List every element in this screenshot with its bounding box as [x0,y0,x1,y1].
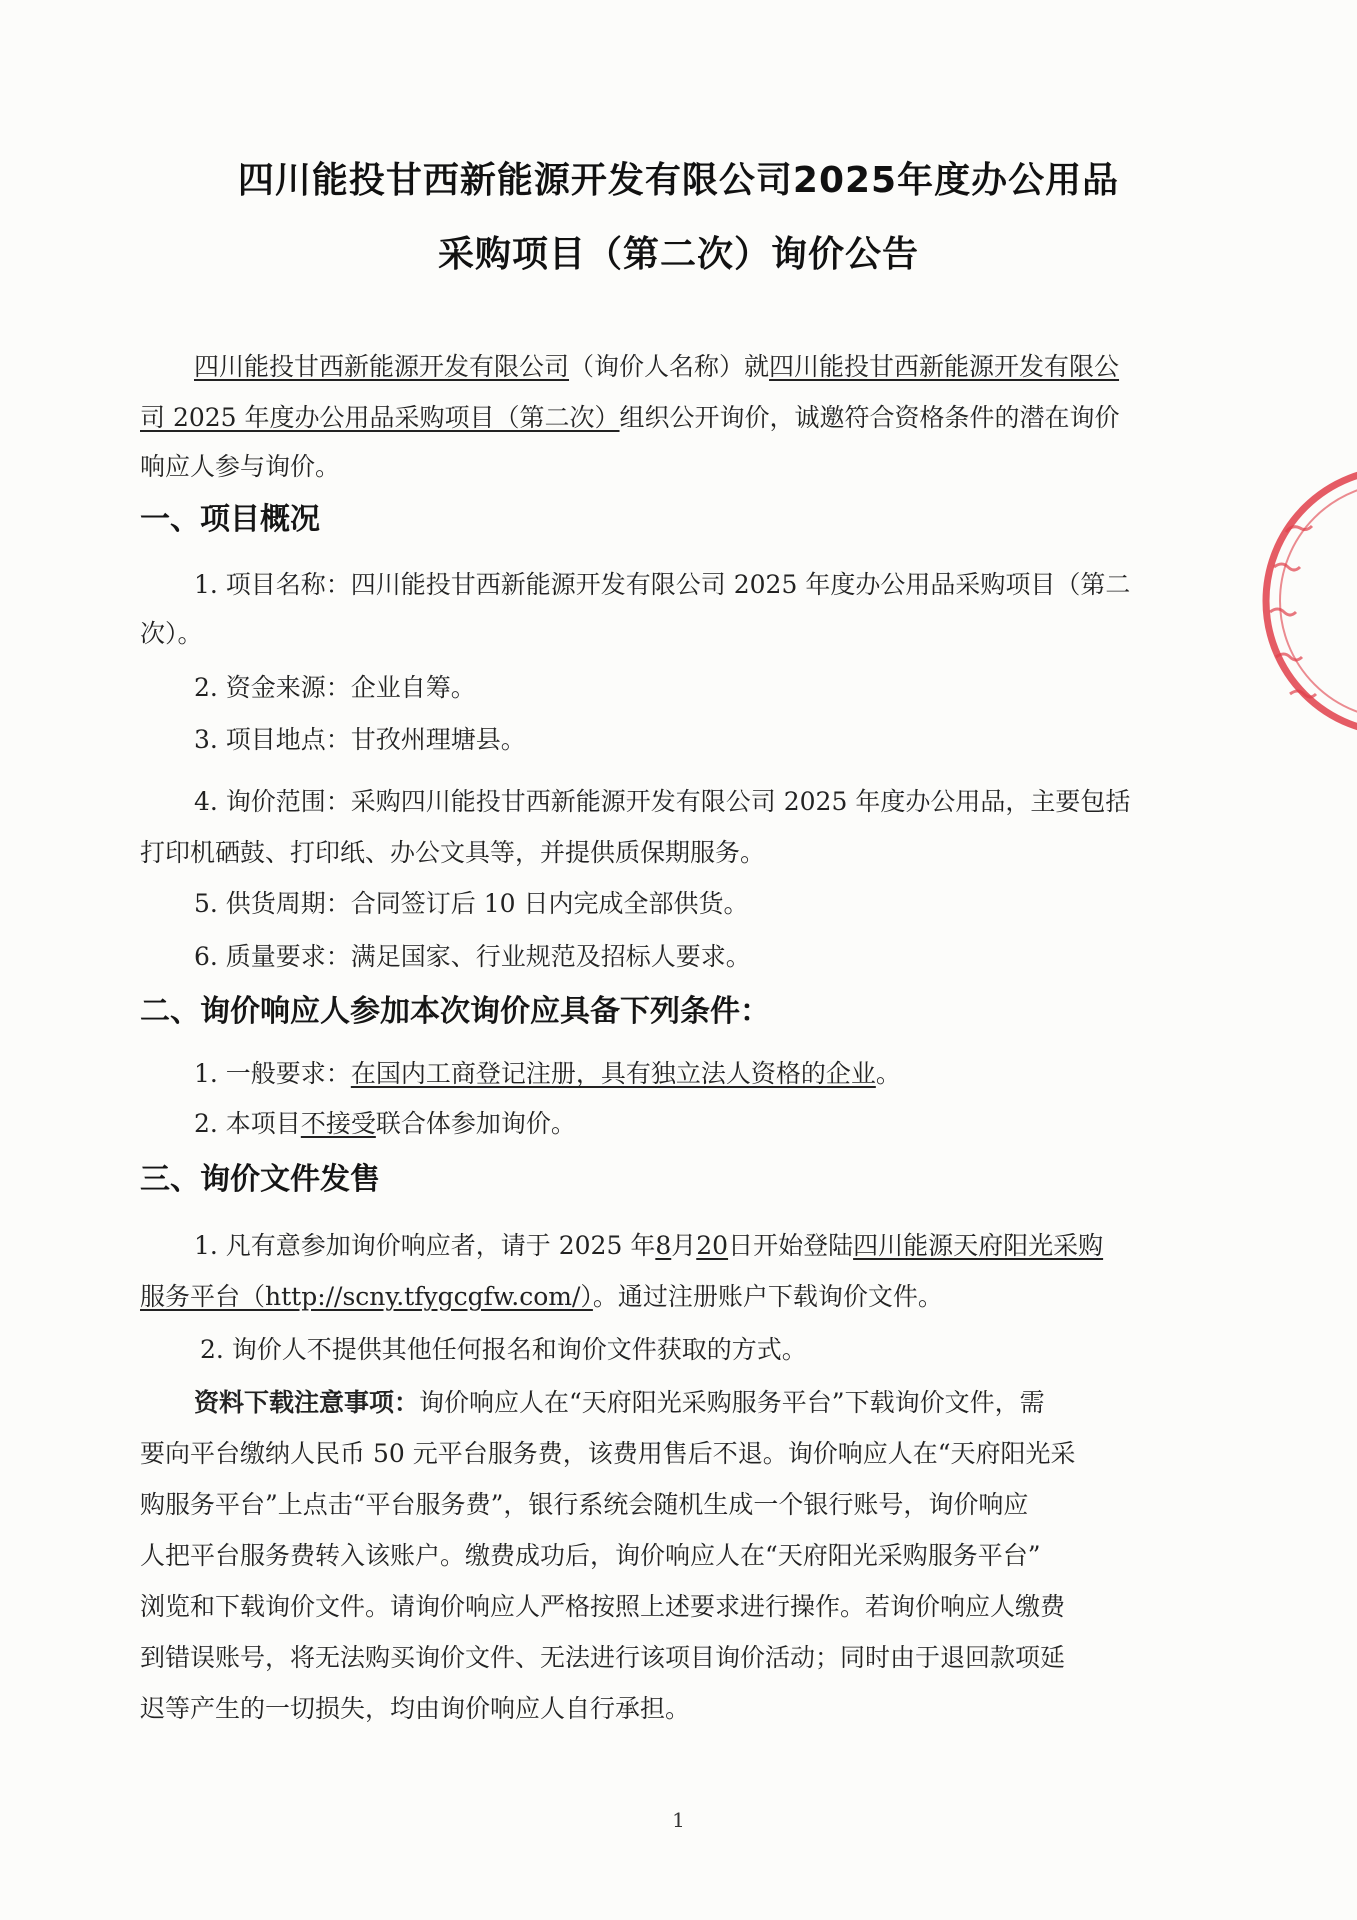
company-seal-stamp [1248,462,1357,740]
inquirer-label: （询价人名称）就 [569,352,770,381]
download-note-line-3: 购服务平台”上点击“平台服务费”，银行系统会随机生成一个银行账号，询价响应 [140,1490,1029,1519]
document-title-line-1: 四川能投甘西新能源开发有限公司2025年度办公用品 [237,160,1120,201]
item-2-suffix: 联合体参加询价。 [375,1109,576,1138]
start-month: 8 [655,1231,672,1260]
item-1-suffix: 。 [875,1059,901,1088]
download-note-line-6: 到错误账号，将无法购买询价文件、无法进行该项目询价活动；同时由于退回款项延 [140,1643,1066,1672]
intro-text: 组织公开询价，诚邀符合资格条件的潜在询价 [619,403,1120,432]
intro-line-3: 响应人参与询价。 [140,452,341,481]
platform-url-link[interactable]: 服务平台（http://scny.tfygcgfw.com/） [140,1282,593,1311]
download-note-line-7: 迟等产生的一切损失，均由询价响应人自行承担。 [140,1694,691,1723]
intro-line-1 [194,350,1274,384]
download-note-line-1 [194,1386,1274,1420]
consortium-not-accepted: 不接受 [300,1109,376,1138]
section-3-item-2: 2. 询价人不提供其他任何报名和询价文件获取的方式。 [200,1335,807,1364]
section-1-item-5: 5. 供货周期：合同签订后 10 日内完成全部供货。 [194,889,749,918]
section-1-item-1-line-2: 次）。 [140,619,203,648]
download-note-line-5: 浏览和下载询价文件。请询价响应人严格按照上述要求进行操作。若询价响应人缴费 [140,1592,1066,1621]
item-1-text-b: 月 [671,1231,697,1260]
item-1-text-c: 日开始登陆 [728,1231,854,1260]
start-day: 20 [696,1231,729,1260]
section-2-item-1 [194,1057,1274,1091]
section-1-item-4-line-2: 打印机硒鼓、打印纸、办公文具等，并提供质保期服务。 [140,838,766,867]
item-2-prefix: 2. 本项目 [194,1109,301,1138]
section-1-item-1-line-1: 1. 项目名称：四川能投甘西新能源开发有限公司 2025 年度办公用品采购项目（第二 [194,570,1131,599]
section-1-heading: 一、项目概况 [140,502,320,537]
section-2-heading: 二、询价响应人参加本次询价应具备下列条件： [140,994,770,1029]
seal-icon [1248,462,1357,740]
section-1-item-3: 3. 项目地点：甘孜州理塘县。 [194,725,526,754]
section-3-item-1-line-1 [194,1229,1274,1263]
intro-line-2 [140,401,1220,435]
section-1-item-2: 2. 资金来源：企业自筹。 [194,673,476,702]
section-3-item-1-line-2 [140,1280,1220,1314]
item-1-prefix: 1. 一般要求： [194,1059,351,1088]
general-requirement: 在国内工商登记注册，具有独立法人资格的企业 [350,1059,876,1088]
project-name-part-2: 司 2025 年度办公用品采购项目（第二次） [140,403,620,432]
section-1-item-6: 6. 质量要求：满足国家、行业规范及招标人要求。 [194,942,751,971]
section-1-item-4-line-1: 4. 询价范围：采购四川能投甘西新能源开发有限公司 2025 年度办公用品，主要包括 [194,787,1131,816]
project-name-part-1: 四川能投甘西新能源开发有限公 [769,352,1120,381]
download-note-line-2: 要向平台缴纳人民币 50 元平台服务费，该费用售后不退。询价响应人在“天府阳光采 [140,1439,1076,1468]
item-1-text-a: 1. 凡有意参加询价响应者，请于 2025 年 [194,1231,656,1260]
section-3-heading: 三、询价文件发售 [140,1162,380,1197]
note-text-1: 询价响应人在“天府阳光采购服务平台”下载询价文件，需 [419,1388,1045,1417]
page-number: 1 [672,1808,685,1832]
section-2-item-2 [194,1107,1274,1141]
download-note-line-4: 人把平台服务费转入该账户。缴费成功后，询价响应人在“天府阳光采购服务平台” [140,1541,1041,1570]
download-note-label: 资料下载注意事项： [194,1388,420,1417]
item-1-text-d: 。通过注册账户下载询价文件。 [592,1282,943,1311]
document-title-line-2: 采购项目（第二次）询价公告 [437,234,919,275]
platform-name[interactable]: 四川能源天府阳光采购 [853,1231,1104,1260]
inquirer-name: 四川能投甘西新能源开发有限公司 [194,352,570,381]
